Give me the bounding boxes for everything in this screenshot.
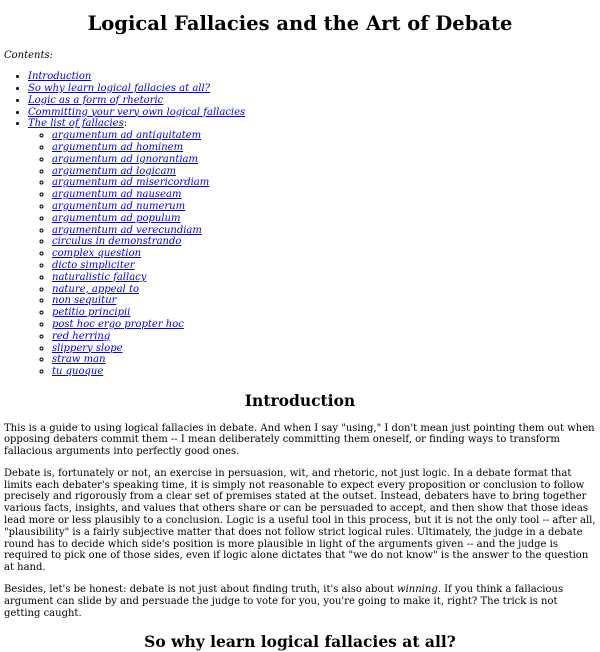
fallacy-link[interactable]: argumentum ad ignorantiam [52,153,198,165]
fallacy-item [52,142,596,154]
fallacy-link[interactable]: tu quoque [52,366,104,378]
toc-link-introduction[interactable]: Introduction [28,71,92,83]
intro-paragraph-2: Debate is, fortunately or not, an exercise in persuasion, wit, and rhetoric, not just logic. In a debate format that limits each debater's speaking time, it is simply not reasonable to expect every proposition or conclusion to follow precisely and rigorously from a clear set of premises stated at the outset. Instead, debaters have to bring together various facts, insights, and values that others share or can be persuaded to accept, and then show that those ideas lead more or less plausibly to a conclusion. Logic is a useful tool in this process, but it is not the only tool -- after all, "plausibility" is a fairly subjective matter that does not follow strict logical rules. Ultimately, the judge in a debate round has to decide which side's position is more plausible in light of the arguments given -- and the judge is required to pick one of those sides, even if logic alone dictates that "we do not know" is the answer to the question at hand. [4,467,596,574]
fallacy-link[interactable]: nature, appeal to [52,283,139,295]
fallacy-link[interactable]: dicto simpliciter [52,259,135,271]
fallacy-item [52,130,596,142]
fallacy-item [52,213,596,225]
intro-paragraph-3 [4,584,596,619]
section-heading-why-learn: So why learn logical fallacies at all? [144,632,456,652]
fallacy-item [52,166,596,178]
fallacy-link[interactable]: straw man [52,354,106,366]
toc-link-list[interactable]: The list of fallacies [28,118,124,130]
fallacy-item [52,307,596,319]
toc-link-why-learn[interactable]: So why learn logical fallacies at all? [28,82,211,94]
fallacy-item [52,354,596,366]
fallacy-item [52,225,596,237]
fallacy-link[interactable]: argumentum ad hominem [52,141,184,153]
section-heading-introduction: Introduction [244,390,356,410]
fallacy-item [52,343,596,355]
fallacy-item [52,236,596,248]
fallacy-link[interactable]: post hoc ergo propter hoc [52,318,184,330]
fallacy-link[interactable]: petitio principii [52,307,131,319]
toc-link-logic-rhetoric[interactable]: Logic as a form of rhetoric [28,94,164,106]
fallacy-link[interactable]: argumentum ad antiquitatem [52,130,202,142]
intro-p3-emphasis: winning [397,584,438,596]
fallacy-item [52,260,596,272]
fallacy-link[interactable]: argumentum ad nauseam [52,189,182,201]
toc-link-committing[interactable]: Committing your very own logical fallacies [28,106,246,118]
intro-p3-text-a: Besides, let's be honest: debate is not just about finding truth, it's also about [4,584,398,596]
fallacy-item [52,319,596,331]
toc-item [28,118,596,378]
fallacy-link[interactable]: circulus in demonstrando [52,236,182,248]
fallacy-item [52,331,596,343]
fallacy-link[interactable]: naturalistic fallacy [52,271,147,283]
intro-p3-text-b: . If you think a fallacious argument can slide by and persuade the judge to vote for you, you're going to make it, right? The trick is not getting caught. [4,584,564,619]
fallacy-link[interactable]: argumentum ad populum [52,212,181,224]
contents-label: Contents: [4,50,54,62]
table-of-contents [4,71,596,378]
fallacy-list [28,130,596,378]
fallacy-link[interactable]: argumentum ad verecundiam [52,224,202,236]
toc-suffix: : [123,118,128,130]
fallacy-item [52,154,596,166]
toc-item [28,95,596,107]
toc-item [28,107,596,119]
fallacy-link[interactable]: argumentum ad numerum [52,200,186,212]
fallacy-link[interactable]: complex question [52,248,142,260]
toc-item [28,71,596,83]
fallacy-link[interactable]: argumentum ad misericordiam [52,177,210,189]
fallacy-link[interactable]: non sequitur [52,295,117,307]
fallacy-link[interactable]: slippery slope [52,342,123,354]
fallacy-item [52,284,596,296]
fallacy-item [52,189,596,201]
page-title: Logical Fallacies and the Art of Debate [87,12,513,35]
fallacy-link[interactable]: red herring [52,330,111,342]
fallacy-item [52,177,596,189]
fallacy-item [52,366,596,378]
fallacy-item [52,295,596,307]
intro-paragraph-1: This is a guide to using logical fallacies in debate. And when I say "using," I don't mean just pointing them out when opposing debaters commit them -- I mean deliberately committing them oneself, or finding ways to transform fallacious arguments into perfectly good ones. [4,422,595,458]
fallacy-item [52,248,596,260]
page [0,12,600,652]
toc-item [28,83,596,95]
fallacy-link[interactable]: argumentum ad logicam [52,165,176,177]
fallacy-item [52,272,596,284]
fallacy-item [52,201,596,213]
